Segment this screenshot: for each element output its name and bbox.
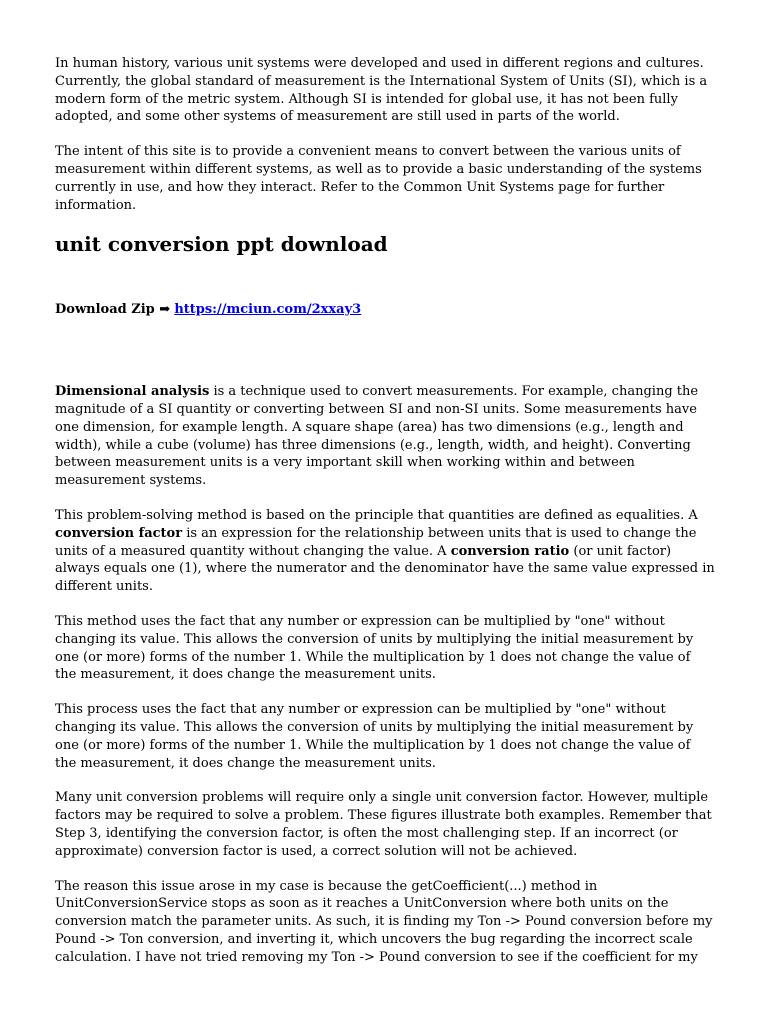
dimensional-analysis-paragraph [55, 383, 715, 490]
problem-solving-text-3: (or unit factor) always equals one (1), where the numerator and the denominator have the same value expressed in different units. [55, 543, 715, 595]
intro-paragraph-2: The intent of this site is to provide a convenient means to convert between the various units of measurement within different systems, as well as to provide a basic understanding of the systems currently in use, and how they interact. Refer to the Common Unit Systems page for further information. [55, 144, 702, 213]
dimensional-analysis-term: Dimensional analysis [55, 384, 210, 400]
page-heading: unit conversion ppt download [55, 232, 388, 257]
dimensional-analysis-text: is a technique used to convert measurements. For example, changing the magnitude of a SI quantity or converting between SI and non-SI units. Some measurements have one dimension, for example length. A square shape (area) has two dimensions (e.g., length and width), while a cube (volume) has three dimensions (e.g., length, width, and height). Converting between measurement units is a very important skill when working within and between measurement systems. [55, 384, 699, 489]
conversion-factor-term: conversion factor [55, 525, 183, 541]
download-line [55, 301, 715, 319]
intro-paragraph-1: In human history, various unit systems were developed and used in different regions and cultures. Currently, the global standard of measurement is the International System of Units (SI), which is a modern form of the metric system. Although SI is intended for global use, it has not been fully adopted, and some other systems of measurement are still used in parts of the world. [55, 56, 708, 125]
reason-paragraph: The reason this issue arose in my case is because the getCoefficient(...) method in UnitConversionService stops as soon as it reaches a UnitConversion where both units on the conversion match the parameter units. As such, it is finding my Ton -> Pound conversion before my Pound -> Ton conversion, and inverting it, which uncovers the bug regarding the incorrect scale calculation. I have not tried removing my Ton -> Pound conversion to see if the coefficient for my [55, 878, 713, 965]
download-label: Download Zip ➡ [55, 302, 171, 318]
document-page [55, 55, 715, 966]
process-paragraph: This process uses the fact that any number or expression can be multiplied by "one" without changing its value. This allows the conversion of units by multiplying the initial measurement by one (or more) forms of the number 1. While the multiplication by 1 does not change the value of the measurement, it does change the measurement units. [55, 702, 694, 771]
problem-solving-text-1: This problem-solving method is based on the principle that quantities are defined as equalities. A [55, 507, 698, 523]
problem-solving-paragraph [55, 507, 715, 596]
download-link[interactable]: https://mciun.com/2xxay3 [174, 302, 362, 318]
problem-solving-text-2: is an expression for the relationship between units that is used to change the units of a measured quantity without changing the value. A [55, 525, 697, 559]
conversion-ratio-term: conversion ratio [450, 543, 570, 559]
many-problems-paragraph: Many unit conversion problems will require only a single unit conversion factor. However, multiple factors may be required to solve a problem. These figures illustrate both examples. Remember that Step 3, identifying the conversion factor, is often the most challenging step. If an incorrect (or approximate) conversion factor is used, a correct solution will not be achieved. [55, 790, 712, 859]
method-paragraph: This method uses the fact that any number or expression can be multiplied by "one" without changing its value. This allows the conversion of units by multiplying the initial measurement by one (or more) forms of the number 1. While the multiplication by 1 does not change the value of the measurement, it does change the measurement units. [55, 613, 694, 683]
